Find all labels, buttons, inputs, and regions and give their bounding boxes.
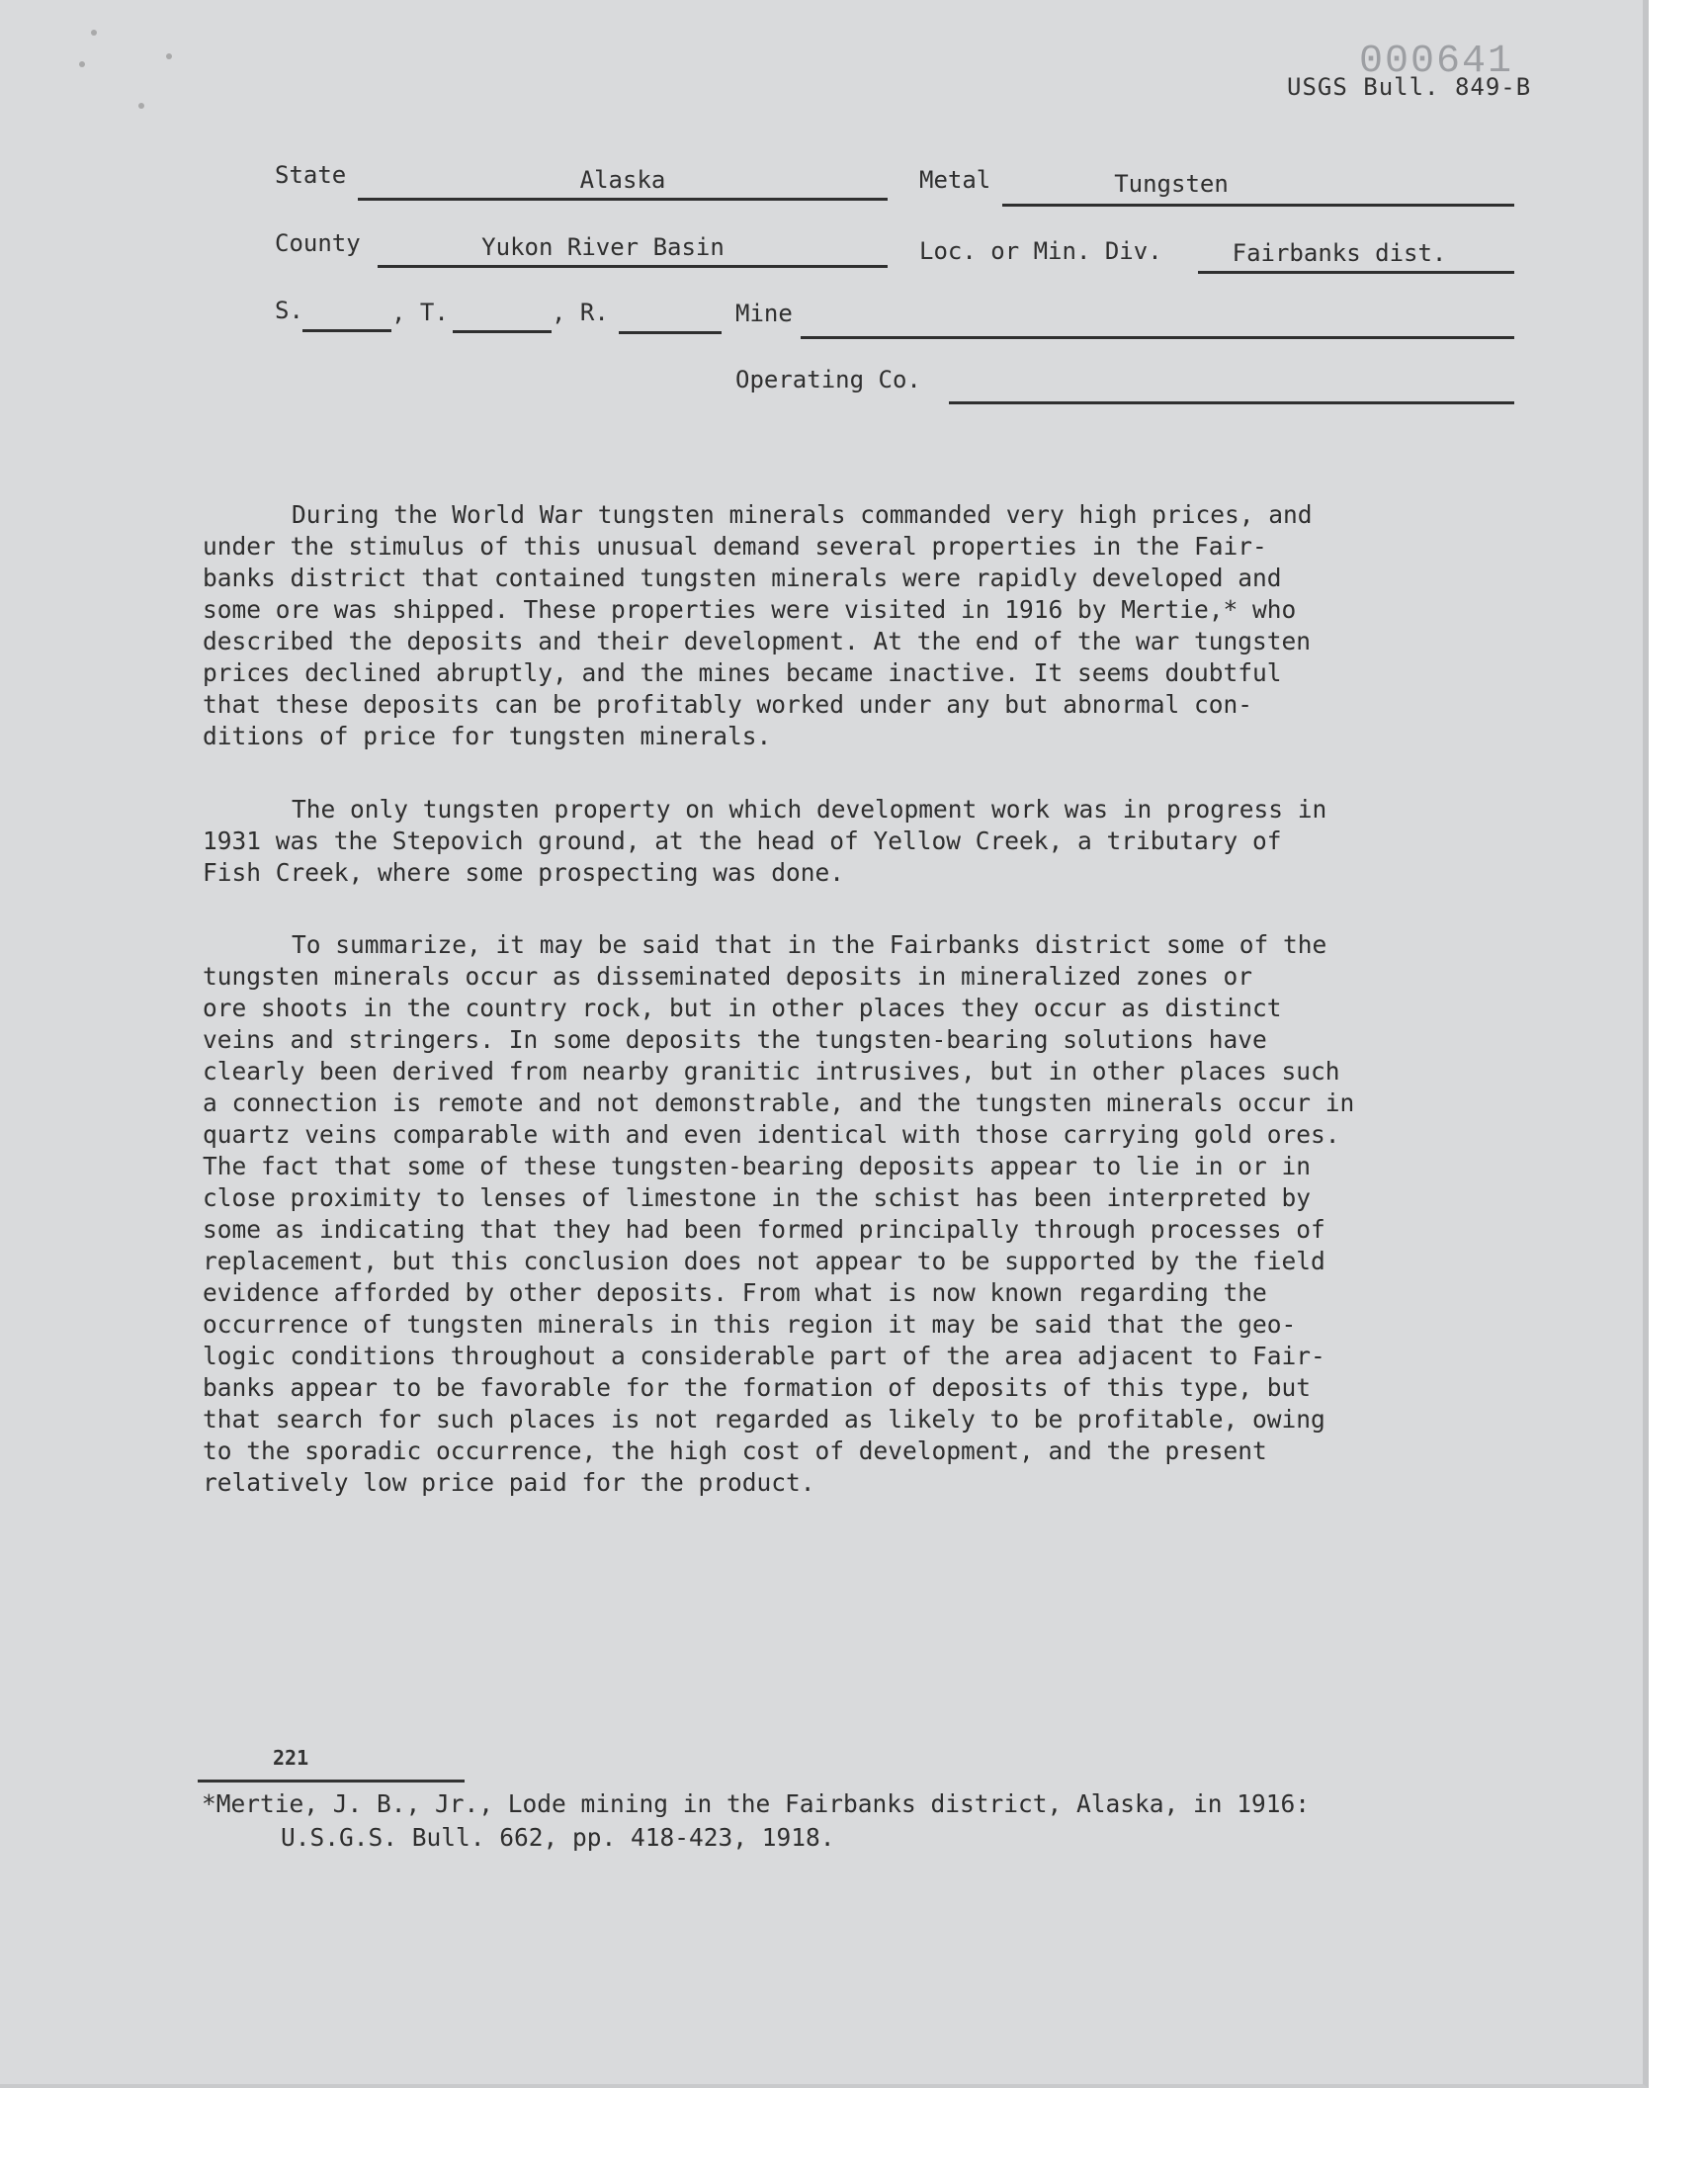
range-label: , R. — [552, 299, 609, 326]
location-label: Loc. or Min. Div. — [919, 237, 1162, 265]
footnote — [202, 1787, 1516, 1855]
smudge-mark — [79, 61, 85, 67]
township-label: , T. — [391, 299, 449, 326]
footnote-line-1: *Mertie, J. B., Jr., Lode mining in the Fairbanks district, Alaska, in 1916: — [202, 1789, 1311, 1818]
body-paragraph-1: During the World War tungsten minerals commanded very high prices, and under the stimulus of this unusual demand several properties in the Fair- banks district that contained tungsten minerals were rapidly developed and some ore was shipped. These properties were visited in 1916 by Mertie,* who described the deposits and their development. At the end of the war tungsten prices declined abruptly, and the mines became inactive. It seems doubtful that these deposits can be profitably worked under any but abnormal con- ditions of price for tungsten minerals. — [203, 500, 1313, 750]
county-underline — [378, 265, 888, 268]
state-underline — [358, 198, 888, 201]
section-underline — [302, 329, 391, 332]
section-label: S. — [275, 297, 303, 324]
mine-underline — [801, 336, 1514, 339]
range-underline — [619, 331, 722, 334]
body-paragraph-3: To summarize, it may be said that in the Fairbanks district some of the tungsten minerals occur as disseminated deposits in mineralized zones or ore shoots in the country rock, but in other places they occur as distinct veins and stringers. In some deposits the tungsten-bearing solutions have clearly been derived from nearby granitic intrusives, but in other places such a connection is remote and not demonstrable, and the tungsten minerals occur in quartz veins comparable with and even identical with those carrying gold ores. The fact that some of these tungsten-bearing deposits appear to lie in or in close proximity to lenses of limestone in the schist has been interpreted by some as indicating that they had been formed principally through processes of replacement, but this conclusion does not appear to be supported by the field evidence afforded by other deposits. From what is now known regarding the occurrence of tungsten minerals in this region it may be said that the geo- logic conditions throughout a considerable part of the area adjacent to Fair- banks appear to be favorable for the formation of deposits of this type, but that search for such places is not regarded as likely to be profitable, owing to the sporadic occurrence, the high cost of development, and the present relatively low price paid for the product. — [203, 930, 1355, 1497]
operating-company-label: Operating Co. — [735, 366, 921, 393]
smudge-mark — [91, 30, 97, 36]
metal-value: Tungsten — [1114, 170, 1229, 198]
metal-underline — [1002, 204, 1514, 207]
county-label: County — [275, 229, 361, 257]
location-underline — [1198, 271, 1514, 274]
bulletin-reference: USGS Bull. 849-B — [1287, 73, 1532, 101]
operating-company-underline — [949, 401, 1514, 404]
smudge-mark — [166, 53, 172, 59]
metal-label: Metal — [919, 166, 991, 194]
location-value: Fairbanks dist. — [1232, 239, 1447, 267]
archive-stamp-number: 000641 — [1359, 40, 1514, 84]
mine-label: Mine — [735, 300, 793, 327]
footnote-rule — [198, 1780, 465, 1783]
township-underline — [453, 330, 552, 333]
smudge-mark — [138, 103, 144, 109]
county-value: Yukon River Basin — [481, 233, 725, 261]
page-number: 221 — [273, 1746, 309, 1770]
state-value: Alaska — [579, 166, 666, 194]
footnote-line-2: U.S.G.S. Bull. 662, pp. 418-423, 1918. — [281, 1823, 835, 1852]
state-label: State — [275, 161, 347, 189]
body-paragraph-2: The only tungsten property on which development work was in progress in 1931 was the Stepovich ground, at the head of Yellow Creek, a tributary of Fish Creek, where some prospecting was done. — [203, 795, 1327, 887]
